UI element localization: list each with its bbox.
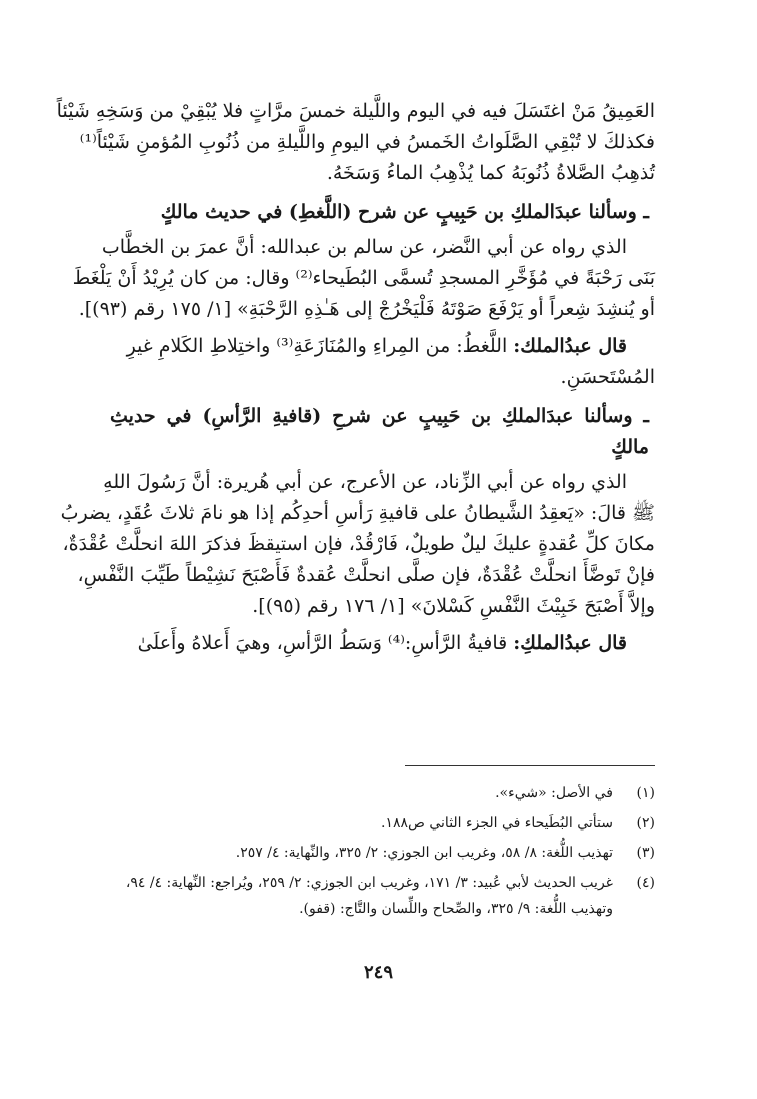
intro-paragraph xyxy=(56,96,655,189)
commentary-line xyxy=(110,331,655,362)
commentary-laghat xyxy=(110,331,655,393)
footnote-text: غريب الحديث لأبي عُبيد: ٣/ ١٧١، وغريب ابن الجوزي: ٢/ ٢٥٩، ويُراجع: النِّهاية: ٤/ ٩٤، وتهذيب اللُّغة: ٩/ ٣٢٥، والصِّحاح واللِّسان والتَّاج: (قفو). xyxy=(125,875,613,917)
text-line: العَمِيقُ مَنْ اغتَسَلَ فيه في اليوم واللَّيلة خمسَ مرَّاتٍ فلا يُبْقِيْ من وَسَخِهِ شَيْئاً xyxy=(56,100,655,122)
text-line: وإلاَّ أَصْبَحَ خَبِيْثَ النَّفْسِ كَسْلانَ» [١/ ١٧٦ رقم (٩٥)]. xyxy=(252,595,655,617)
commentary-qafiya xyxy=(110,628,655,659)
hadith-paragraph-qafiya xyxy=(60,467,655,622)
commentary-label: قال عبدُالملك: xyxy=(513,335,627,357)
section-heading-laghat: ـ وسألنا عبدَالملكِ بن حَبِيبٍ عن شرح (اللَّغطِ) في حديث مالكٍ xyxy=(160,201,649,223)
text-line: الذي رواه عن أبي الزِّناد، عن الأعرج، عن أبي هُريرة: أنَّ رَسُولَ اللهِ xyxy=(103,471,627,493)
footnote xyxy=(110,810,655,836)
footnote-number: (٤) xyxy=(636,875,655,891)
text-line: المُسْتَحسَنِ. xyxy=(560,366,655,388)
footnote xyxy=(110,870,655,922)
commentary-text: قافيةُ الرَّأسِ:⁽⁴⁾ وَسَطُ الرَّأسِ، وهيَ أَعلاهُ وأَعلَىٰ xyxy=(137,632,508,654)
commentary-text: اللَّغطُ: من المِراءِ والمُنَازَعَةِ⁽³⁾ واختِلاطِ الكَلامِ غيرِ xyxy=(126,335,508,357)
section-heading-qafiya: ـ وسألنا عبدَالملكِ بن حَبِيبٍ عن شرحِ (قافيةِ الرَّأسِ) في حديثِ مالكٍ xyxy=(110,405,649,458)
text-line: الذي رواه عن أبي النَّضر، عن سالم بن عبدالله: أنَّ عمرَ بن الخطَّاب xyxy=(101,236,627,258)
main-text xyxy=(56,96,655,665)
footnote-number: (١) xyxy=(636,785,655,801)
text-line: ﷺ قالَ: «يَعقِدُ الشَّيطانُ على قافيةِ رَأسِ أحدِكُم إذا هو نامَ ثلاثَ عُقَدٍ، يضربُ xyxy=(60,502,655,524)
text-line: فكذلكَ لا تُبْقِي الصَّلَواتُ الخَمسُ في اليومِ واللَّيلةِ من ذُنُوبِ المُؤمنِ شَيْئاً⁽¹⁾ xyxy=(79,131,655,153)
footnotes xyxy=(110,780,655,926)
footnote-text: ستأتي البُطَيحاء في الجزء الثاني ص١٨٨. xyxy=(380,815,613,831)
footnote-number: (٢) xyxy=(636,815,655,831)
footnote xyxy=(110,780,655,806)
hadith-paragraph-laghat xyxy=(72,232,655,325)
text-line: تُذهِبُ الصَّلاةُ ذُنُوبَهُ كما يُذْهِبُ الماءُ وَسَخَهُ. xyxy=(326,162,655,184)
footnote-text: تهذيب اللُّغة: ٨/ ٥٨، وغريب ابن الجوزي: ٢/ ٣٢٥، والنِّهاية: ٤/ ٢٥٧. xyxy=(235,845,613,861)
page-number: ٢٤٩ xyxy=(363,962,393,983)
footnote xyxy=(110,840,655,866)
commentary-label: قال عبدُالملكِ: xyxy=(513,632,627,654)
text-line: أو يُنشِدَ شِعراً أو يَرْفَعَ صَوْتَهُ فَلْيَخْرُجْ إلى هَـٰذِهِ الرَّحْبَةِ» [١/ ١٧٥ رقم (٩٣)]. xyxy=(78,298,655,320)
text-line: بَنَى رَحْبَةً في مُؤَخَّرِ المسجدِ تُسمَّى البُطَيحاء⁽²⁾ وقال: من كان يُرِيْدُ أَنْ يَلْغَطَ xyxy=(72,267,655,289)
footnote-number: (٣) xyxy=(636,845,655,861)
text-line: فإنْ تَوضَّأَ انحلَّتْ عُقْدَةٌ، فإن صلَّى انحلَّتْ عُقدةٌ فَأَصْبَحَ نَشِيْطاً طَيِّبَ النَّفْسِ، xyxy=(77,564,655,586)
footnote-text: في الأصل: «شيء». xyxy=(495,785,613,801)
commentary-line xyxy=(110,628,655,659)
text-line: مكانَ كلِّ عُقدةٍ عليكَ ليلٌ طويلٌ، فَارْقُدْ، فإن استيقظَ فذكرَ اللهَ انحلَّتْ عُقْدَةٌ، xyxy=(62,533,655,555)
footnote-divider xyxy=(405,765,655,766)
